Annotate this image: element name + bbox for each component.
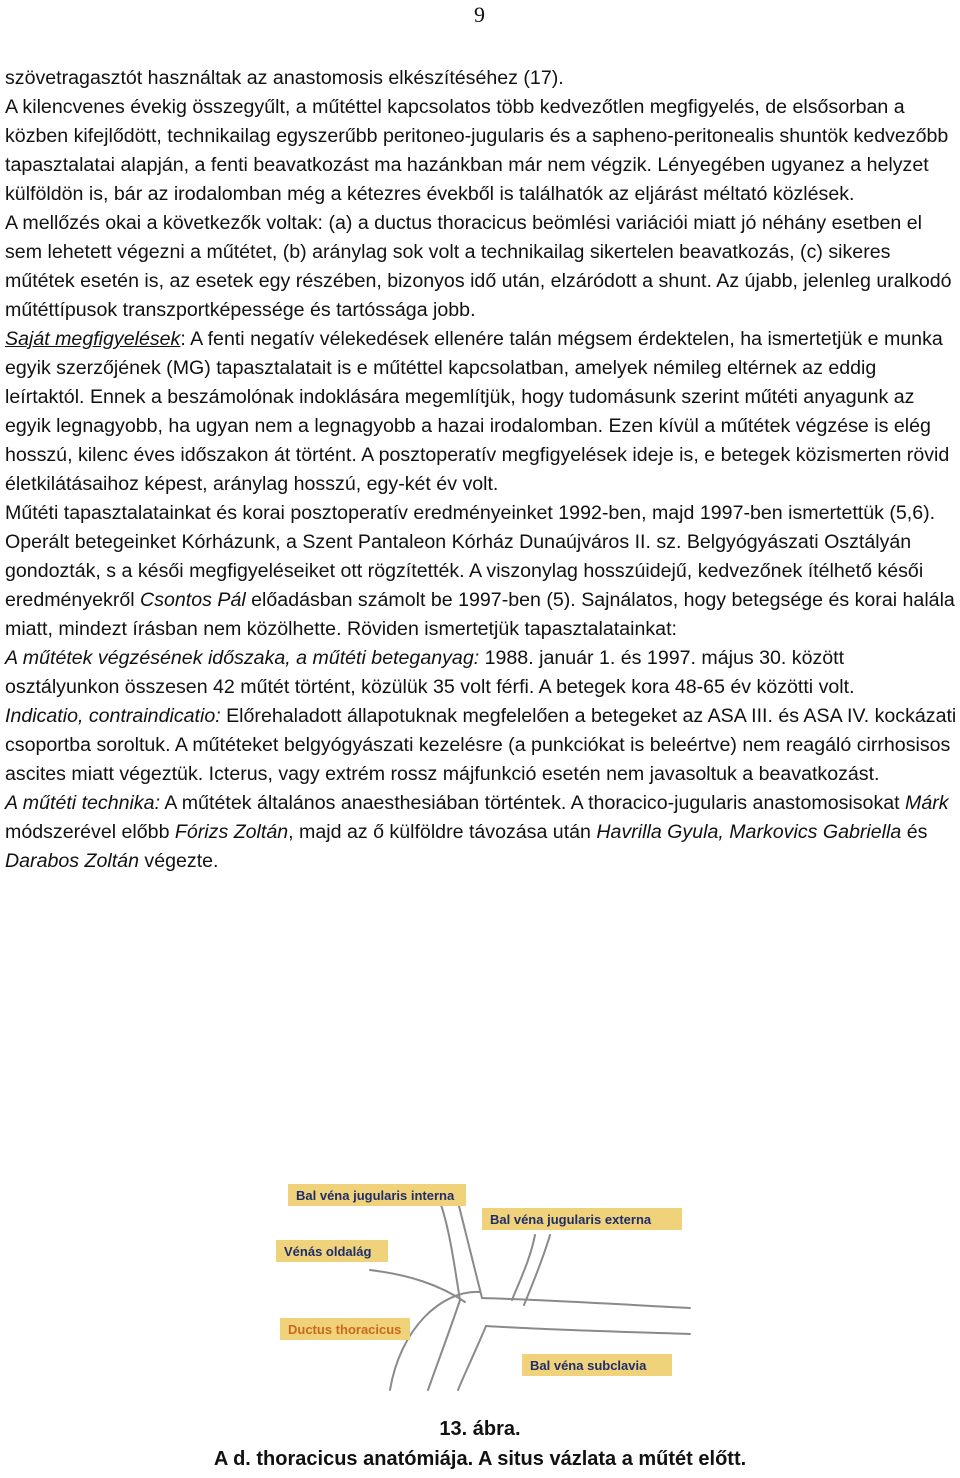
subclavia-line-bottom xyxy=(486,1326,690,1334)
author-name: Csontos Pál xyxy=(140,589,246,611)
anatomy-sketch xyxy=(250,1180,710,1400)
label-venous-side-text: Vénás oldalág xyxy=(284,1244,372,1259)
technique-text-c: , majd az ő külföldre távozása után xyxy=(288,821,597,843)
paragraph-4 xyxy=(5,325,959,499)
technique-text-e: végezte. xyxy=(138,850,219,872)
own-observations-label: Saját megfigyelések xyxy=(5,328,181,350)
label-jugularis-externa xyxy=(482,1208,682,1230)
period-text: 1988. január 1. és 1997. május 30. között osztályunkon összesen 42 műtét történt, közülük 35 volt férfi. A betegek kora 48-65 év közötti volt. xyxy=(5,647,855,698)
label-ductus xyxy=(280,1318,410,1340)
body-text xyxy=(5,64,959,876)
paragraph-1: szövetragasztót használtak az anastomosis elkészítéséhez (17). xyxy=(5,67,564,89)
ductus-thoracicus-line xyxy=(390,1292,480,1390)
jugularis-externa-line-left xyxy=(512,1235,535,1300)
jugularis-interna-line-right xyxy=(458,1202,482,1298)
paragraph-2: A kilencvenes évekig összegyűlt, a műtéttel kapcsolatos több kedvezőtlen megfigyelés, de elsősorban a közben kifejlődött, technikailag egyszerűbb peritoneo-jugularis és a sapheno-peritonealis shuntök kedvezőbb tapasztalatai alapján, a fenti beavatkozást ma hazánkban már nem végzik. Lényegében ugyanez a helyzet külföldön is, bár az irodalomban még a kétezres évekből is találhatók az eljárást méltató közlések. xyxy=(5,96,949,205)
paragraph-6 xyxy=(5,644,959,702)
paragraph-5-text-b: előadásban számolt be 1997-ben (5). Sajnálatos, hogy betegsége és korai halála miatt, mindezt írásban nem közölhette. Röviden ismertetjük tapasztalatainkat: xyxy=(5,589,955,640)
vein-lower-left xyxy=(428,1300,460,1390)
indication-label: Indicatio, contraindicatio: xyxy=(5,705,221,727)
paragraph-3: A mellőzés okai a következők voltak: (a) a ductus thoracicus beömlési variációi miatt jó néhány esetben el sem lehetett végezni a műtétet, (b) aránylag sok volt a technikailag sikertelen beavatkozás, (c) sikeres műtétek esetén is, az esetek egy részében, bizonyos idő után, elzáródott a shunt. Az újabb, jelenleg uralkodó műtéttípusok transzportképessége és tartóssága jobb. xyxy=(5,212,952,321)
own-observations-text: : A fenti negatív vélekedések ellenére talán mégsem érdektelen, ha ismertetjük e munka egyik szerzőjének (MG) tapasztalatait is e műtéttel kapcsolatban, amelyek némileg eltérnek az eddig leírtaktól. Ennek a beszámolónak indoklására megemlítjük, hogy tudomásunk szerint műtéti anyagunk az egyik legnagyobb, ha ugyan nem a legnagyobb a hazai irodalomban. Ezen kívül a műtétek végzése is elég hosszú, kilenc éves időszakon át történt. A posztoperatív megfigyelések ideje is, e betegek közismerten rövid életkilátásaihoz képest, aránylag hosszú, egy-két év volt. xyxy=(5,328,950,495)
label-subclavia xyxy=(522,1354,672,1376)
label-venous-side xyxy=(276,1240,388,1262)
vein-lower-right xyxy=(458,1326,486,1390)
technique-label: A műtéti technika: xyxy=(5,792,161,814)
technique-text-a: A műtétek általános anaesthesiában történtek. A thoracico-jugularis anastomosisokat xyxy=(160,792,906,814)
anatomy-figure xyxy=(250,1180,710,1400)
figure-number: 13. ábra. xyxy=(439,1418,521,1440)
paragraph-8 xyxy=(5,789,959,876)
label-jugularis-interna-text: Bal véna jugularis interna xyxy=(296,1188,455,1203)
paragraph-5-text-a: Műtéti tapasztalatainkat és korai posztoperatív eredményeinket 1992-ben, majd 1997-ben ismertettük (5,6). Operált betegeinket Kórházunk, a Szent Pantaleon Kórház Dunaújváros II. sz. Belgyógyászati Osztályán gondozták, s a késői megfigyeléseiket ott rögzítették. A viszonylag hosszúidejű, kedvezőnek ítélhető késői eredményekről xyxy=(5,502,936,611)
technique-text-d: és xyxy=(901,821,928,843)
figure-caption: A d. thoracicus anatómiája. A situs vázlata a műtét előtt. xyxy=(213,1448,747,1470)
label-jugularis-externa-text: Bal véna jugularis externa xyxy=(490,1212,652,1227)
paragraph-7 xyxy=(5,702,959,789)
surgeon-name-2: Fórizs Zoltán xyxy=(174,821,289,843)
subclavia-line-top xyxy=(482,1298,690,1308)
label-ductus-text: Ductus thoracicus xyxy=(288,1322,402,1337)
surgeon-name-3: Havrilla Gyula, Markovics Gabriella xyxy=(596,821,902,843)
technique-text-b: módszerével előbb xyxy=(5,821,175,843)
label-jugularis-interna xyxy=(288,1184,466,1206)
jugularis-interna-line-left xyxy=(440,1202,460,1300)
paragraph-5 xyxy=(5,499,959,644)
page-number: 9 xyxy=(474,2,485,27)
label-subclavia-text: Bal véna subclavia xyxy=(530,1358,647,1373)
surgeon-name-4: Darabos Zoltán xyxy=(5,850,139,872)
surgeon-name-1: Márk xyxy=(905,792,949,814)
jugularis-externa-line-right xyxy=(524,1235,550,1305)
period-label: A műtétek végzésének időszaka, a műtéti beteganyag: xyxy=(5,647,480,669)
indication-text: Előrehaladott állapotuknak megfelelően a betegeket az ASA III. és ASA IV. kockázati csoportba soroltuk. A műtéteket belgyógyászati kezelésre (a punkciókat is beleértve) nem reagáló cirrhosisos ascites miatt végeztük. Icterus, vagy extrém rossz májfunkció esetén nem javasoltuk a beavatkozást. xyxy=(5,705,957,785)
